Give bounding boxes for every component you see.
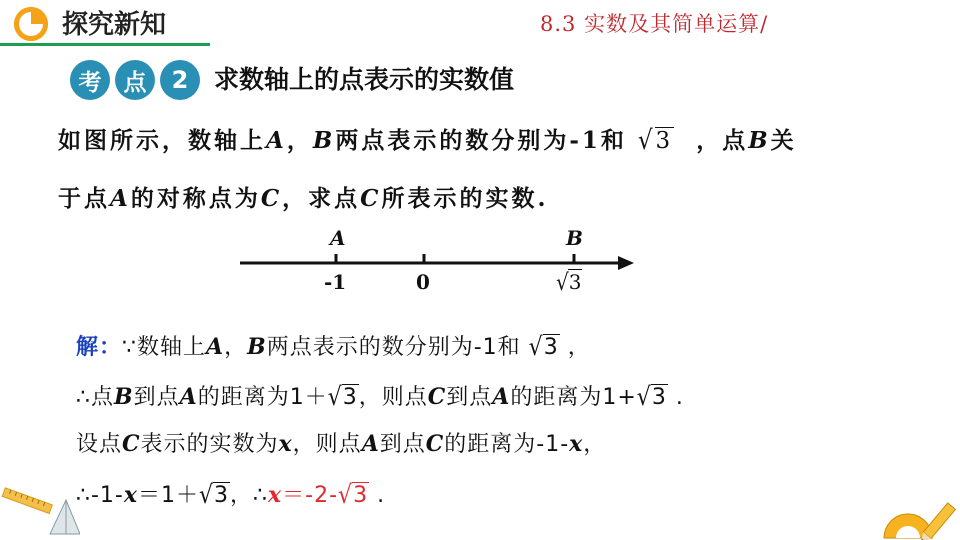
header-underline bbox=[0, 43, 210, 46]
section-title: 探究新知 bbox=[62, 10, 167, 40]
text: . bbox=[675, 385, 684, 410]
badge-dian: 点 bbox=[115, 60, 155, 100]
var-C: C bbox=[260, 185, 283, 212]
text: ，∴ bbox=[230, 483, 269, 508]
text: ＝1＋ bbox=[138, 483, 199, 508]
text: 到点 bbox=[446, 385, 493, 410]
problem-line-2 bbox=[58, 180, 549, 213]
point-label-A: A bbox=[330, 226, 346, 250]
text: 如图所示，数轴上 bbox=[58, 127, 266, 154]
sqrt-value: 3 bbox=[342, 385, 358, 410]
sqrt-value: 3 bbox=[214, 483, 230, 508]
var-C: C bbox=[360, 185, 382, 212]
text: 到点 bbox=[133, 385, 180, 410]
var-B: B bbox=[748, 127, 771, 154]
var-B: B bbox=[247, 334, 267, 360]
tick-label-minus-1: -1 bbox=[324, 270, 347, 294]
var-A: A bbox=[492, 384, 511, 410]
course-title: 8.3 实数及其简单运算/ bbox=[540, 12, 769, 36]
sqrt-value: 3 bbox=[651, 385, 667, 410]
var-x: x bbox=[569, 431, 584, 457]
text: ， bbox=[583, 432, 607, 457]
var-x: x bbox=[123, 482, 138, 508]
topic-title: 求数轴上的点表示的实数值 bbox=[214, 65, 515, 94]
problem-line-1 bbox=[58, 122, 797, 155]
text: 于点 bbox=[58, 185, 110, 212]
text: 的距离为1+ bbox=[510, 385, 637, 410]
text: ，求点 bbox=[282, 185, 361, 212]
sqrt-expression: √3 bbox=[636, 383, 667, 412]
solution-line-3 bbox=[76, 427, 606, 458]
text: 的距离为-1- bbox=[444, 432, 570, 457]
text: ∴点 bbox=[76, 385, 114, 410]
text: ∵数轴上 bbox=[122, 335, 207, 360]
text: 所表示的实数. bbox=[381, 185, 549, 212]
text: 表示的实数为 bbox=[140, 432, 279, 457]
point-label-B: B bbox=[566, 226, 583, 250]
var-A: A bbox=[361, 431, 380, 457]
var-C: C bbox=[425, 431, 445, 457]
text: 的距离为1＋ bbox=[197, 385, 328, 410]
text: 关 bbox=[770, 127, 797, 154]
var-A: A bbox=[110, 185, 131, 212]
text: 的对称点为 bbox=[130, 185, 261, 212]
tick-label-sqrt3: √3 bbox=[556, 268, 582, 296]
text: ，点 bbox=[696, 127, 749, 154]
solution-line-2 bbox=[76, 380, 684, 411]
var-B: B bbox=[312, 127, 336, 154]
solution-label: 解： bbox=[76, 335, 123, 360]
text: 设点 bbox=[76, 432, 123, 457]
sqrt-value: 3 bbox=[568, 270, 582, 294]
text: . bbox=[377, 483, 386, 508]
text: ， bbox=[286, 127, 313, 154]
badge-kao: 考 bbox=[70, 60, 110, 100]
text: ，则点 bbox=[358, 385, 428, 410]
answer-sqrt: √3 bbox=[338, 481, 369, 510]
text: 两点表示的数分别为-1和 bbox=[266, 335, 521, 360]
solution-line-4 bbox=[76, 478, 385, 509]
var-C: C bbox=[427, 384, 447, 410]
answer-text: ＝-2- bbox=[282, 483, 339, 508]
tick-label-0: 0 bbox=[416, 270, 430, 294]
ruler-pyramid-icon bbox=[0, 486, 80, 540]
var-B: B bbox=[114, 384, 134, 410]
text: 两点表示的数分别为-1和 bbox=[335, 127, 627, 154]
sqrt-value: 3 bbox=[655, 128, 674, 154]
solution-line-1 bbox=[76, 330, 591, 361]
var-A: A bbox=[206, 334, 225, 360]
sqrt-value: 3 bbox=[543, 335, 559, 360]
var-C: C bbox=[122, 431, 141, 457]
badge-number: 2 bbox=[160, 60, 200, 100]
text: 到点 bbox=[379, 432, 426, 457]
protractor-pencil-icon bbox=[880, 490, 960, 540]
sqrt-expression: √3 bbox=[327, 383, 358, 412]
text: ， bbox=[567, 335, 591, 360]
text: ， bbox=[224, 335, 248, 360]
sqrt-expression: √3 bbox=[637, 126, 674, 156]
sqrt-expression: √3 bbox=[528, 333, 559, 362]
text: ，则点 bbox=[292, 432, 362, 457]
var-x: x bbox=[278, 431, 293, 457]
var-A: A bbox=[266, 127, 287, 154]
text: ∴-1- bbox=[76, 483, 124, 508]
answer-var-x: x bbox=[268, 482, 283, 508]
var-A: A bbox=[179, 384, 198, 410]
sqrt-value: 3 bbox=[353, 483, 369, 508]
pie-icon bbox=[14, 7, 48, 41]
sqrt-expression: √3 bbox=[199, 481, 230, 510]
